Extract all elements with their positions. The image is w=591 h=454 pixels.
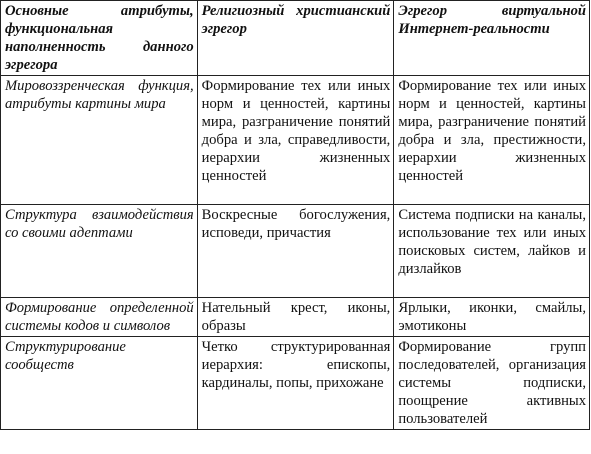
internet-cell: Система подписки на каналы, использование тех или иных поисковых систем, лайков и дизлайков	[394, 205, 590, 298]
table-row	[1, 337, 590, 430]
table-row	[1, 76, 590, 205]
internet-cell: Формирование тех или иных норм и ценностей, картины мира, разграничение понятий добра и зла, престижности, иерархии жизненных ценностей	[394, 76, 590, 205]
religious-cell: Формирование тех или иных норм и ценностей, картины мира, разграничение понятий добра и зла, справедливости, иерархии жизненных ценностей	[197, 76, 394, 205]
header-cell-internet-egregor: Эгрегор виртуальной Интернет-реальности	[394, 1, 590, 76]
internet-cell: Формирование групп последователей, организация системы подписки, поощрение активных пользователей	[394, 337, 590, 430]
row-label-cell: Структура взаимодействия со своими адептами	[1, 205, 198, 298]
religious-cell: Воскресные богослужения, исповеди, причастия	[197, 205, 394, 298]
table-row	[1, 205, 590, 298]
religious-cell: Четко структурированная иерархия: епископы, кардиналы, попы, прихожане	[197, 337, 394, 430]
row-label-cell: Структурирование сообществ	[1, 337, 198, 430]
religious-cell: Нательный крест, иконы, образы	[197, 298, 394, 337]
row-label-cell: Формирование определенной системы кодов и символов	[1, 298, 198, 337]
header-cell-attributes: Основные атрибуты, функциональная наполненность данного эгрегора	[1, 1, 198, 76]
header-cell-religious-egregor: Религиозный христианский эгрегор	[197, 1, 394, 76]
table-row	[1, 298, 590, 337]
internet-cell: Ярлыки, иконки, смайлы, эмотиконы	[394, 298, 590, 337]
table-header-row	[1, 1, 590, 76]
row-label-cell: Мировоззренческая функция, атрибуты картины мира	[1, 76, 198, 205]
